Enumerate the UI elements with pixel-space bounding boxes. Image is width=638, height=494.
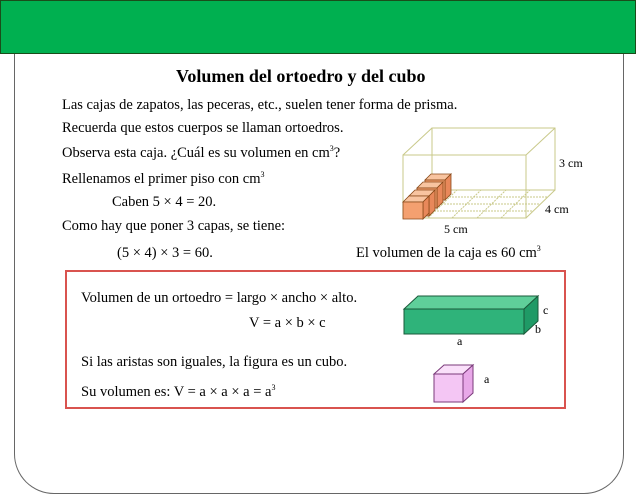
text-line-4: Rellenamos el primer piso con $cm^3$ xyxy=(62,170,265,187)
text-line-3: Observa esta caja. ¿Cuál es su volumen en $cm^3$? xyxy=(62,144,341,161)
box-height-label: 3 cm xyxy=(559,156,583,170)
box-width-label: 5 cm xyxy=(444,222,468,236)
summary-line-3: Si las aristas son iguales, la figura es un cubo. xyxy=(81,354,348,370)
summary-line-4: Su volumen es: $V = a \times a \times a = a^3$ xyxy=(81,383,276,400)
box-depth-label: 4 cm xyxy=(545,202,569,216)
summary-line-2: V = a × b × c xyxy=(249,315,326,331)
prism-label-c: c xyxy=(543,303,549,317)
text-line-1: Las cajas de zapatos, las peceras, etc., suelen tener forma de prisma. xyxy=(62,97,458,113)
text-line-6: Como hay que poner 3 capas, se tiene: xyxy=(62,218,286,234)
text-line-5: Caben 5 × 4 = 20. xyxy=(112,194,217,210)
prism-label-a: a xyxy=(457,334,463,348)
prism-label-b: b xyxy=(535,322,541,336)
cube-label-a: a xyxy=(484,372,490,386)
text-line-2: Recuerda que estos cuerpos se llaman ortoedros. xyxy=(62,120,344,136)
page-title: Volumen del ortoedro y del cubo xyxy=(176,66,426,86)
text-line-7: (5 × 4) × 3 = 60. xyxy=(117,245,213,261)
text-line-8: El volumen de la caja es 60 $cm^3$ xyxy=(356,244,541,261)
summary-line-1: Volumen de un ortoedro = largo × ancho × alto. xyxy=(81,290,358,306)
